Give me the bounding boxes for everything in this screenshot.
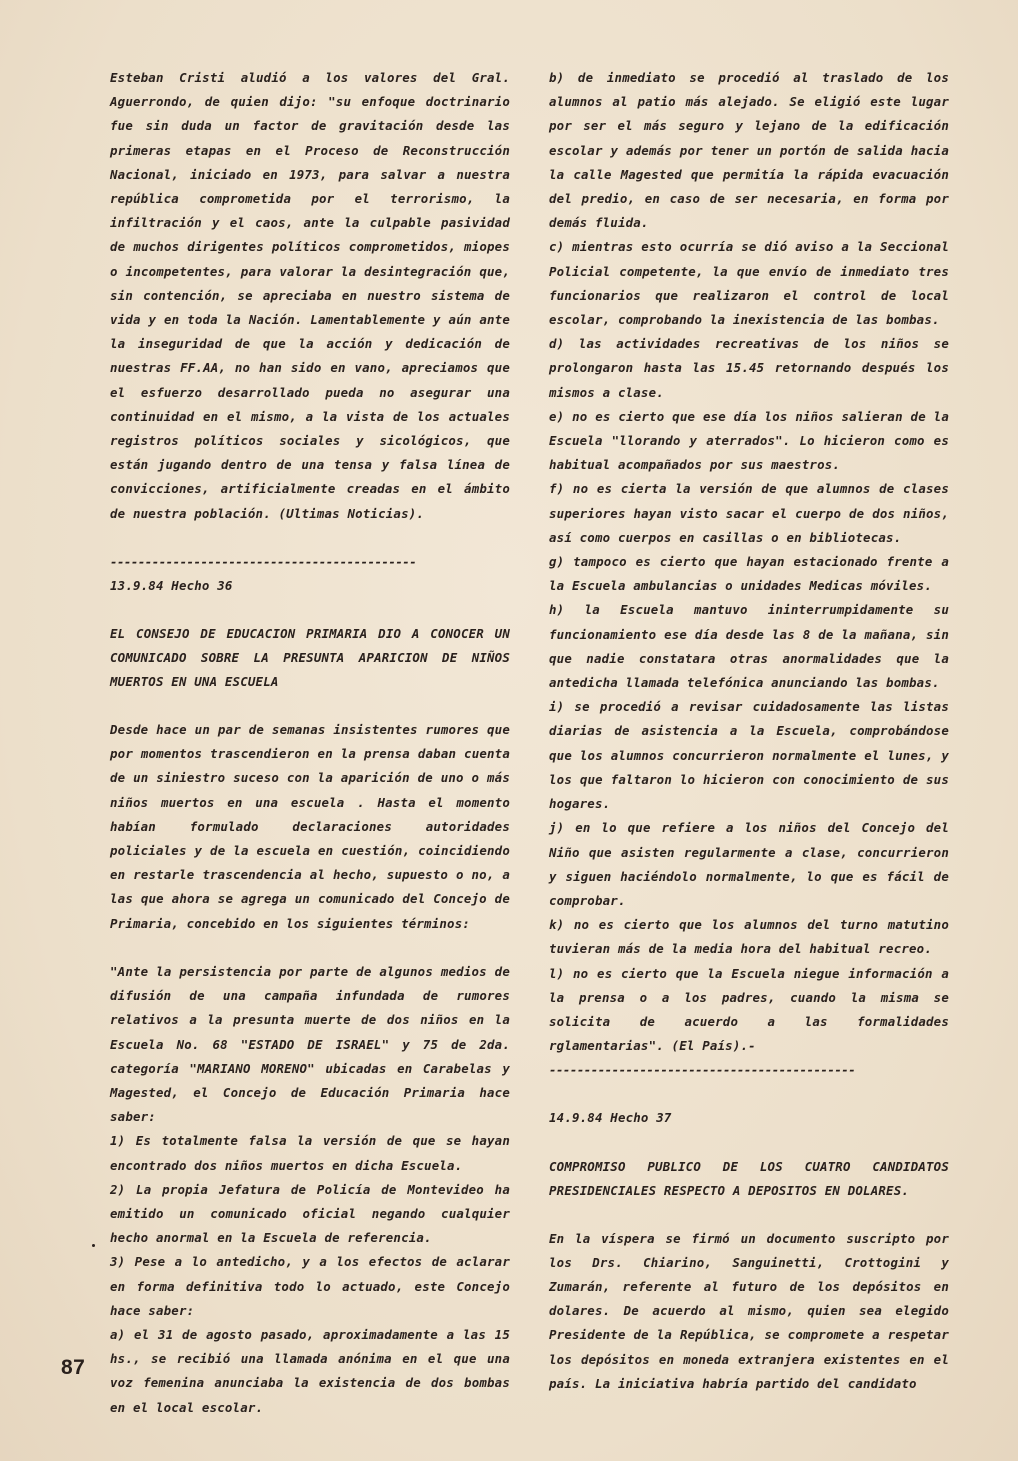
list-item: e) no es cierto que ese día los niños salieran de la Escuela "llorando y aterrados". Lo hicieron como es habitual acompañados por sus maestros. <box>549 408 949 473</box>
section-divider: -------------------------------------------- <box>110 553 417 569</box>
list-item: 3) Pese a lo antedicho, y a los efectos de aclarar en forma definitiva todo lo actuado, este Concejo hace saber: <box>110 1254 510 1318</box>
list-item: 2) La propia Jefatura de Policía de Montevideo ha emitido un comunicado oficial negando cualquier hecho anormal en la Escuela de referencia. <box>110 1181 510 1246</box>
list-item: i) se procedió a revisar cuidadosamente las listas diarias de asistencia a la Escuela, comprobándose que los alumnos concurrieron normalmente el lunes, y los que faltaron lo hicieron con conocimiento de sus hogares. <box>549 699 949 812</box>
list-item: h) la Escuela mantuvo ininterrumpidamente su funcionamiento ese día desde las 8 de la mañana, sin que nadie constatara otras anormalidades que la antedicha llamada telefónica anunciando las bombas. <box>549 602 949 691</box>
list-item: c) mientras esto ocurría se dió aviso a la Seccional Policial competente, la que envío de inmediato tres funcionarios que realizaron el control de local escolar, comprobando la inexistencia de las bombas. <box>549 239 949 328</box>
quote-paragraph: "Ante la persistencia por parte de algunos medios de difusión de una campaña infundada de rumores relativos a la presunta muerte de dos niños en la Escuela No. 68 "ESTADO DE ISRAEL" y 75 de 2da. categoría "MARIANO MORENO" ubicadas en Carabelas y Magested, el Concejo de Educación Primaria hace saber: <box>110 963 510 1125</box>
right-column <box>549 66 949 1396</box>
list-item: d) las actividades recreativas de los niños se prolongaron hasta las 15.45 retornando después los mismos a clase. <box>549 336 949 400</box>
entry-date: 14.9.84 Hecho 37 <box>549 1110 672 1126</box>
list-item: 1) Es totalmente falsa la versión de que se hayan encontrado dos niños muertos en dicha Escuela. <box>110 1133 510 1173</box>
section-divider: -------------------------------------------- <box>549 1062 856 1078</box>
list-item: k) no es cierto que los alumnos del turno matutino tuvieran más de la media hora del habitual recreo. <box>549 917 949 957</box>
left-column <box>110 66 510 1420</box>
list-item: j) en lo que refiere a los niños del Concejo del Niño que asisten regularmente a clase, concurrieron y siguen haciéndolo normalmente, lo que es fácil de comprobar. <box>549 820 949 908</box>
body-paragraph: Desde hace un par de semanas insistentes rumores que por momentos trascendieron en la prensa daban cuenta de un siniestro suceso con la aparición de uno o más niños muertos en una escuela . Hasta el momento habían formulado declaraciones autoridades policiales y de la escuela en cuestión, coincidiendo en restarle trascendencia al hecho, supuesto o no, a las que ahora se agrega un comunicado del Concejo de Primaria, concebido en los siguientes términos: <box>110 722 510 931</box>
list-item: g) tampoco es cierto que hayan estacionado frente a la Escuela ambulancias o unidades Medicas móviles. <box>549 554 949 594</box>
intro-paragraph: Esteban Cristi aludió a los valores del Gral. Aguerrondo, de quien dijo: "su enfoque doctrinario fue sin duda un factor de gravitación desde las primeras etapas en el Proceso de Reconstrucción Nacional, iniciado en 1973, para salvar a nuestra república comprometida por el terrorismo, la infiltración y el caos, ante la culpable pasividad de muchos dirigentes políticos comprometidos, miopes o incompetentes, para valorar la desintegración que, sin contención, se apreciaba en nuestro sistema de vida y en toda la Nación. Lamentablemente y aún ante la inseguridad de que la acción y dedicación de nuestras FF.AA, no han sido en vano, apreciamos que el esfuerzo desarrollado pueda no asegurar una continuidad en el mismo, a la vista de los actuales registros políticos sociales y sicológicos, que están jugando dentro de una tensa y falsa línea de convicciones, artificialmente creadas en el ámbito de nuestra población. (Ultimas Noticias). <box>110 70 510 521</box>
list-item: b) de inmediato se procedió al traslado de los alumnos al patio más alejado. Se eligió este lugar por ser el más seguro y lejano de la edificación escolar y además por tener un portón de salida hacia la calle Magested que permitía la rápida evacuación del predio, en caso de ser necesaria, en forma por demás fluida. <box>549 70 949 231</box>
headline: COMPROMISO PUBLICO DE LOS CUATRO CANDIDATOS PRESIDENCIALES RESPECTO A DEPOSITOS EN DOLARES. <box>549 1158 949 1198</box>
entry-date: 13.9.84 Hecho 36 <box>110 577 233 593</box>
list-item: l) no es cierto que la Escuela niegue información a la prensa o a los padres, cuando la misma se solicita de acuerdo a las formalidades rglamentarias". (El País).- <box>549 965 949 1054</box>
page-number: 87 <box>61 1356 86 1379</box>
headline: EL CONSEJO DE EDUCACION PRIMARIA DIO A CONOCER UN COMUNICADO SOBRE LA PRESUNTA APARICION DE NIÑOS MUERTOS EN UNA ESCUELA <box>110 626 510 690</box>
body-paragraph: En la víspera se firmó un documento suscripto por los Drs. Chiarino, Sanguinetti, Crottogini y Zumarán, referente al futuro de los depósitos en dolares. De acuerdo al mismo, quien sea elegido Presidente de la República, se compromete a respetar los depósitos en moneda extranjera existentes en el país. La iniciativa habría partido del candidato <box>549 1230 949 1391</box>
list-item: a) el 31 de agosto pasado, aproximadamente a las 15 hs., se recibió una llamada anónima en el que una voz femenina anunciaba la existencia de dos bombas en el local escolar. <box>110 1326 510 1415</box>
margin-dot <box>92 1244 95 1247</box>
list-item: f) no es cierta la versión de que alumnos de clases superiores hayan visto sacar el cuerpo de dos niños, así como cuerpos en casillas o en bibliotecas. <box>549 481 949 545</box>
